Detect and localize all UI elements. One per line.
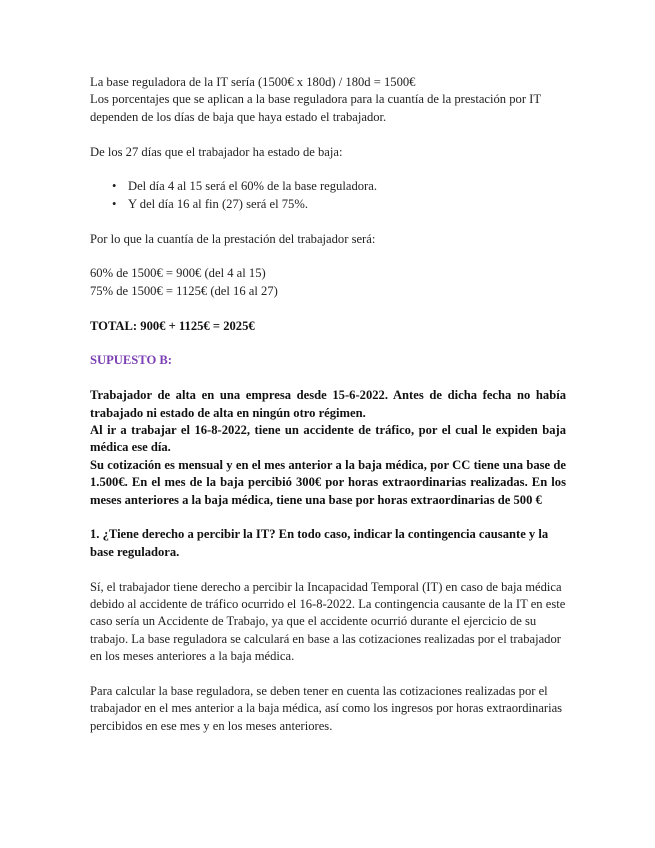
calc-line: 60% de 1500€ = 900€ (del 4 al 15) (90, 266, 266, 281)
total-line: TOTAL: 900€ + 1125€ = 2025€ (90, 318, 255, 333)
question-heading: 1. ¿Tiene derecho a percibir la IT? En todo caso, indicar la contingencia causante y la base reguladora. (90, 527, 549, 559)
list-item (90, 196, 566, 213)
case-statement (90, 387, 566, 509)
list-item-text: Y del día 16 al fin (27) será el 75%. (128, 196, 308, 211)
case-paragraph: Su cotización es mensual y en el mes anterior a la baja médica, por CC tiene una base de 1.500€. En el mes de la baja percibió 300€ por horas extraordinarias realizadas. En los meses anteriores a la baja médica, tiene una base por horas extraordinarias de 500 € (90, 457, 566, 507)
answer-paragraph: Para calcular la base reguladora, se deben tener en cuenta las cotizaciones realizadas por el trabajador en el mes anterior a la baja médica, así como los ingresos por horas extraordinarias percibidos en ese mes y en los meses anteriores. (90, 684, 563, 733)
spacer (90, 213, 566, 230)
answer-paragraph: Sí, el trabajador tiene derecho a percibir la Incapacidad Temporal (IT) en caso de baja médica debido al accidente de tráfico ocurrido el 16-8-2022. La contingencia causante de la IT en este caso sería un Accidente de Trabajo, ya que el accidente ocurrió durante el ejercicio de su trabajo. La base reguladora se calculará en base a las cotizaciones realizadas por el trabajador en los meses anteriores a la baja médica. (90, 579, 566, 664)
list-item-text: Del día 4 al 15 será el 60% de la base reguladora. (128, 179, 377, 194)
calc-line: 75% de 1500€ = 1125€ (del 16 al 27) (90, 283, 278, 298)
intro-percentages: Los porcentajes que se aplican a la base reguladora para la cuantía de la prestación por IT dependen de los días de baja que haya estado el trabajador. (90, 92, 541, 124)
intro-base-formula: La base reguladora de la IT sería (1500€ x 180d) / 180d = 1500€ (90, 75, 416, 89)
spacer (90, 248, 566, 265)
case-paragraph: Trabajador de alta en una empresa desde 15-6-2022. Antes de dicha fecha no había trabajado ni estado de alta en ningún otro régimen. (90, 388, 566, 420)
spacer (90, 126, 566, 143)
spacer (90, 161, 566, 178)
days-intro: De los 27 días que el trabajador ha estado de baja: (90, 144, 343, 159)
section-title: SUPUESTO B: (90, 353, 173, 368)
list-item (90, 178, 566, 195)
case-paragraph: Al ir a trabajar el 16-8-2022, tiene un accidente de tráfico, por el cual le expiden baja médica ese día. (90, 423, 566, 455)
percentage-list (90, 178, 566, 213)
spacer (90, 509, 566, 526)
spacer (90, 335, 566, 352)
spacer (90, 561, 566, 578)
document-page (90, 74, 566, 735)
amount-intro: Por lo que la cuantía de la prestación del trabajador será: (90, 231, 376, 246)
bullet-icon: • (112, 179, 117, 194)
spacer (90, 666, 566, 683)
bullet-icon: • (112, 196, 117, 211)
spacer (90, 300, 566, 317)
spacer (90, 370, 566, 387)
